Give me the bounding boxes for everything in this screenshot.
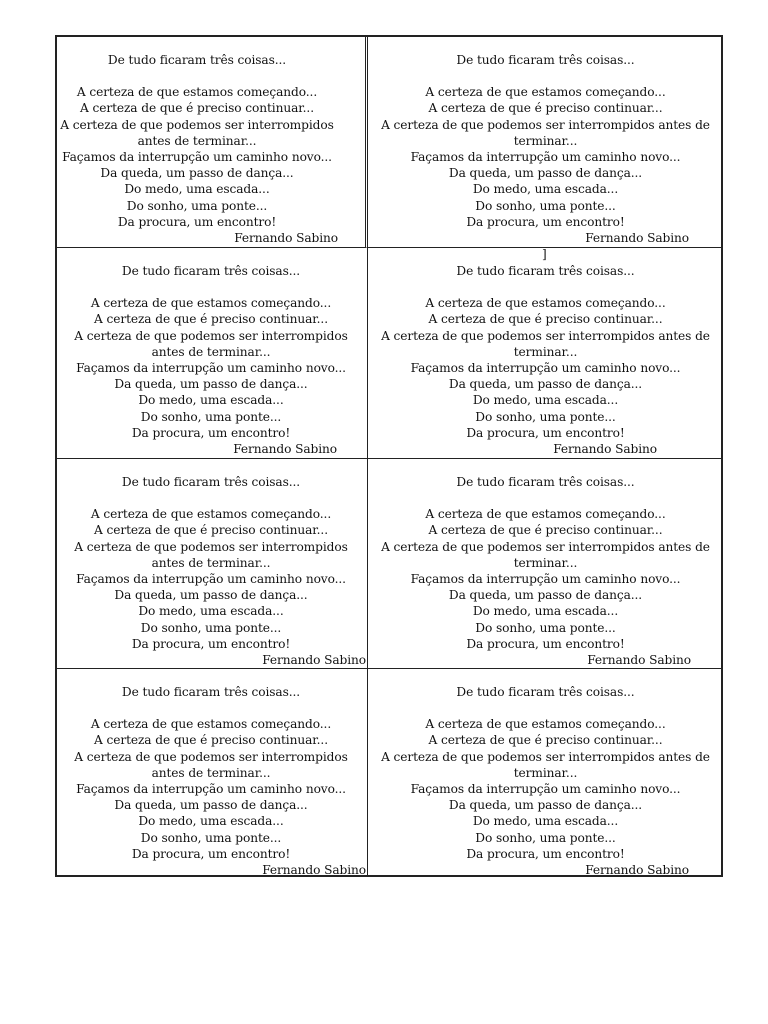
poem-line: Do medo, uma escada... <box>138 814 284 829</box>
poem-line: Do sonho, uma ponte... <box>475 409 616 424</box>
poem-line: Da queda, um passo de dança... <box>114 798 308 813</box>
poem-line: Façamos da interrupção um caminho novo... <box>410 572 681 587</box>
card-title: De tudo ficaram três coisas... <box>121 685 301 699</box>
card-author: Fernando Sabino <box>234 231 338 246</box>
poem-line: Da procura, um encontro! <box>466 636 625 651</box>
poem-line: A certeza de que é preciso continuar... <box>428 101 663 116</box>
card-author: Fernando Sabino <box>553 442 657 457</box>
card-author: Fernando Sabino <box>262 653 366 668</box>
poem-line: Do medo, uma escada... <box>138 604 284 619</box>
poem-line: Do medo, uma escada... <box>472 182 619 197</box>
poem-line: A certeza de que estamos começando... <box>90 717 332 732</box>
poem-line: Façamos da interrupção um caminho novo... <box>76 361 346 376</box>
poem-line: A certeza de que podemos ser interrompidos <box>60 117 334 132</box>
poem-card <box>368 459 723 669</box>
poem-card <box>57 37 368 248</box>
card-title: De tudo ficaram três coisas... <box>107 53 287 67</box>
poem-line: A certeza de que estamos começando... <box>425 85 666 100</box>
poem-line: Da procura, um encontro! <box>131 636 291 651</box>
poem-line: A certeza de que estamos começando... <box>425 296 666 311</box>
poem-line: A certeza de que podemos ser interrompidos <box>74 539 348 554</box>
card-title: De tudo ficaram três coisas... <box>121 475 301 489</box>
poem-line: A certeza de que podemos ser interrompidos antes de <box>381 117 710 132</box>
poem-line: Do medo, uma escada... <box>124 182 270 197</box>
card-author: Fernando Sabino <box>233 442 337 457</box>
poem-line: Da procura, um encontro! <box>466 425 625 440</box>
poem-line: A certeza de que é preciso continuar... <box>428 733 663 748</box>
card-sheet <box>55 35 723 877</box>
poem-line: A certeza de que é preciso continuar... <box>428 312 663 327</box>
poem-line: A certeza de que estamos começando... <box>76 85 318 100</box>
poem-line: Da procura, um encontro! <box>466 214 625 229</box>
poem-line: Da procura, um encontro! <box>131 425 291 440</box>
poem-line: antes de terminar... <box>151 765 271 780</box>
card-title: De tudo ficaram três coisas... <box>456 685 635 699</box>
poem-line: A certeza de que podemos ser interrompidos antes de <box>381 328 710 343</box>
poem-line: Façamos da interrupção um caminho novo... <box>410 361 681 376</box>
poem-line: terminar... <box>513 765 578 780</box>
poem-line: A certeza de que podemos ser interrompidos antes de <box>381 539 710 554</box>
poem-line: Do sonho, uma ponte... <box>475 198 616 213</box>
card-title: De tudo ficaram três coisas... <box>456 475 635 489</box>
poem-line: A certeza de que estamos começando... <box>90 507 332 522</box>
poem-line: antes de terminar... <box>137 133 257 148</box>
poem-line: Do medo, uma escada... <box>138 393 284 408</box>
poem-line: A certeza de que podemos ser interrompidos antes de <box>381 749 710 764</box>
poem-line: A certeza de que estamos começando... <box>425 507 666 522</box>
poem-line: A certeza de que podemos ser interrompidos <box>74 749 348 764</box>
poem-line: Da queda, um passo de dança... <box>114 588 308 603</box>
poem-line: Façamos da interrupção um caminho novo... <box>76 572 346 587</box>
poem-line: A certeza de que é preciso continuar... <box>80 101 314 116</box>
card-author: Fernando Sabino <box>585 863 689 878</box>
poem-line: Do sonho, uma ponte... <box>126 198 268 213</box>
poem-line: Da procura, um encontro! <box>131 846 291 861</box>
poem-line: Do sonho, uma ponte... <box>475 830 616 845</box>
poem-line: Façamos da interrupção um caminho novo... <box>62 150 332 165</box>
poem-line: Da queda, um passo de dança... <box>448 377 643 392</box>
card-author: Fernando Sabino <box>587 653 691 668</box>
stray-bracket-mark: ] <box>542 247 547 261</box>
poem-card <box>368 669 723 878</box>
card-title: De tudo ficaram três coisas... <box>456 264 635 278</box>
poem-line: antes de terminar... <box>151 555 271 570</box>
card-title: De tudo ficaram três coisas... <box>121 264 301 278</box>
poem-line: Do medo, uma escada... <box>472 604 619 619</box>
poem-line: Do sonho, uma ponte... <box>475 620 616 635</box>
poem-line: Da queda, um passo de dança... <box>448 588 643 603</box>
poem-line: A certeza de que podemos ser interrompidos <box>74 328 348 343</box>
poem-line: Da procura, um encontro! <box>117 214 277 229</box>
poem-line: Do sonho, uma ponte... <box>140 409 282 424</box>
card-author: Fernando Sabino <box>262 863 366 878</box>
poem-line: Do sonho, uma ponte... <box>140 830 282 845</box>
poem-line: Façamos da interrupção um caminho novo... <box>410 150 681 165</box>
poem-line: A certeza de que é preciso continuar... <box>428 523 663 538</box>
poem-line: Façamos da interrupção um caminho novo... <box>76 782 346 797</box>
poem-line: terminar... <box>513 555 578 570</box>
poem-line: terminar... <box>513 344 578 359</box>
poem-card <box>57 669 368 878</box>
poem-card <box>368 37 723 248</box>
poem-card <box>57 248 368 459</box>
poem-line: terminar... <box>513 133 578 148</box>
poem-line: A certeza de que é preciso continuar... <box>94 523 328 538</box>
poem-line: Da procura, um encontro! <box>466 846 625 861</box>
poem-line: A certeza de que estamos começando... <box>425 717 666 732</box>
poem-line: A certeza de que é preciso continuar... <box>94 733 328 748</box>
poem-line: A certeza de que é preciso continuar... <box>94 312 328 327</box>
poem-line: A certeza de que estamos começando... <box>90 296 332 311</box>
poem-card <box>57 459 368 669</box>
poem-line: Do medo, uma escada... <box>472 814 619 829</box>
poem-line: Da queda, um passo de dança... <box>448 166 643 181</box>
poem-card <box>368 248 723 459</box>
poem-line: Façamos da interrupção um caminho novo... <box>410 782 681 797</box>
poem-line: Da queda, um passo de dança... <box>100 166 294 181</box>
poem-line: antes de terminar... <box>151 344 271 359</box>
card-author: Fernando Sabino <box>585 231 689 246</box>
poem-line: Do medo, uma escada... <box>472 393 619 408</box>
poem-line: Do sonho, uma ponte... <box>140 620 282 635</box>
poem-line: Da queda, um passo de dança... <box>114 377 308 392</box>
poem-line: Da queda, um passo de dança... <box>448 798 643 813</box>
card-title: De tudo ficaram três coisas... <box>456 53 635 67</box>
